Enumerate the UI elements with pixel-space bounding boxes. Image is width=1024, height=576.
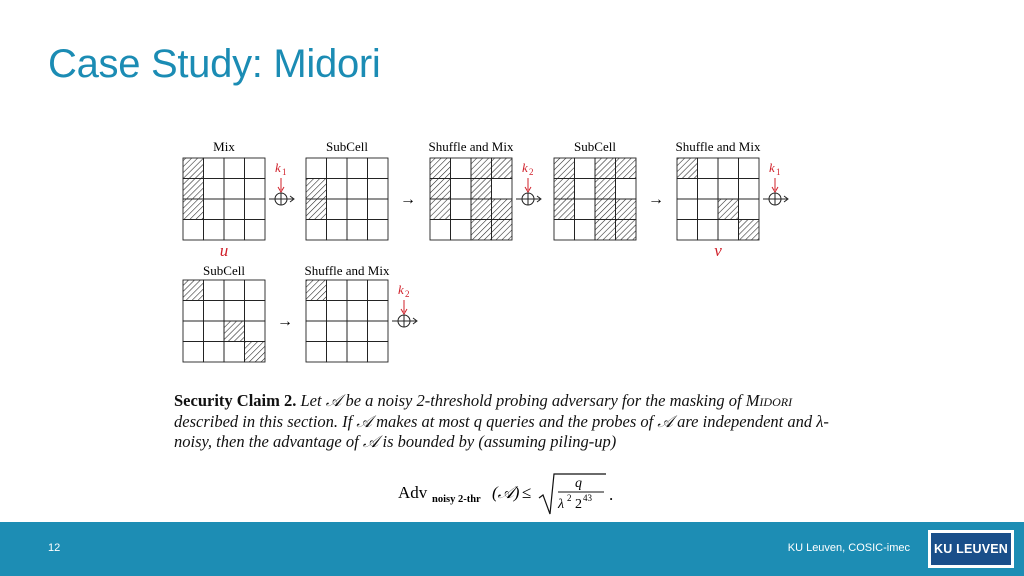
state-cell bbox=[451, 220, 472, 241]
hatched-cell bbox=[245, 342, 266, 363]
state-cell bbox=[224, 220, 245, 241]
claim-text-8: is bounded by (assuming piling-up) bbox=[382, 432, 617, 451]
hatched-cell bbox=[739, 220, 760, 241]
hatched-cell bbox=[306, 199, 327, 220]
state-cell bbox=[575, 220, 596, 241]
hatched-cell bbox=[616, 199, 637, 220]
ku-leuven-logo bbox=[928, 530, 1014, 568]
hatched-cell bbox=[183, 179, 204, 200]
state-cell bbox=[245, 220, 266, 241]
state-cell bbox=[368, 158, 389, 179]
formula-period: . bbox=[609, 485, 614, 504]
step-label: Shuffle and Mix bbox=[428, 139, 514, 154]
state-cell bbox=[183, 342, 204, 363]
state-cell bbox=[368, 220, 389, 241]
step-label: Shuffle and Mix bbox=[304, 263, 390, 278]
state-cell bbox=[224, 301, 245, 322]
state-cell bbox=[204, 301, 225, 322]
hatched-cell bbox=[183, 280, 204, 301]
key-subscript: 1 bbox=[282, 167, 287, 177]
state-cell bbox=[739, 199, 760, 220]
cipher-name: Midori bbox=[745, 391, 793, 410]
state-cell bbox=[245, 301, 266, 322]
state-cell bbox=[347, 199, 368, 220]
key-label: k bbox=[769, 160, 775, 175]
key-label: k bbox=[398, 282, 404, 297]
state-cell bbox=[204, 199, 225, 220]
state-cell bbox=[677, 199, 698, 220]
state-cell bbox=[698, 179, 719, 200]
state-cell bbox=[451, 179, 472, 200]
claim-heading: Security Claim 2. bbox=[174, 391, 297, 410]
adv-argument: (𝒜) bbox=[492, 483, 520, 502]
state-cell bbox=[677, 220, 698, 241]
state-marker: v bbox=[714, 241, 722, 260]
denominator-lambda: λ bbox=[558, 497, 565, 512]
denominator-exp1: 2 bbox=[567, 493, 572, 503]
state-cell bbox=[224, 280, 245, 301]
footer-bar bbox=[0, 522, 1024, 576]
hatched-cell bbox=[616, 158, 637, 179]
state-cell bbox=[183, 321, 204, 342]
claim-text-4: makes at most bbox=[376, 411, 470, 431]
hatched-cell bbox=[430, 158, 451, 179]
denominator-two: 2 bbox=[575, 497, 582, 512]
state-cell bbox=[306, 158, 327, 179]
hatched-cell bbox=[595, 158, 616, 179]
state-cell bbox=[327, 220, 348, 241]
hatched-cell bbox=[224, 321, 245, 342]
state-cell bbox=[451, 158, 472, 179]
state-cell bbox=[739, 158, 760, 179]
affiliation: KU Leuven, COSIC-imec bbox=[787, 542, 910, 554]
adversary-symbol: 𝒜 bbox=[362, 432, 379, 451]
step-label: SubCell bbox=[326, 139, 368, 154]
hatched-cell bbox=[471, 179, 492, 200]
sqrt-sign bbox=[539, 474, 606, 514]
hatched-cell bbox=[595, 179, 616, 200]
state-cell bbox=[204, 179, 225, 200]
state-cell bbox=[327, 199, 348, 220]
state-cell bbox=[368, 280, 389, 301]
state-cell bbox=[306, 321, 327, 342]
state-cell bbox=[204, 158, 225, 179]
state-cell bbox=[347, 158, 368, 179]
state-cell bbox=[368, 342, 389, 363]
logo-text: KU LEUVEN bbox=[931, 533, 1011, 565]
state-cell bbox=[306, 220, 327, 241]
claim-text-6: are independent and bbox=[677, 411, 813, 431]
state-cell bbox=[245, 321, 266, 342]
state-cell bbox=[327, 301, 348, 322]
hatched-cell bbox=[471, 220, 492, 241]
state-cell bbox=[430, 220, 451, 241]
formula-svg bbox=[398, 470, 628, 520]
leq-symbol: ≤ bbox=[522, 483, 532, 502]
state-cell bbox=[204, 280, 225, 301]
key-label: k bbox=[522, 160, 528, 175]
state-cell bbox=[368, 179, 389, 200]
state-cell bbox=[347, 301, 368, 322]
key-subscript: 1 bbox=[776, 167, 781, 177]
hatched-cell bbox=[554, 158, 575, 179]
hatched-cell bbox=[554, 179, 575, 200]
state-cell bbox=[368, 321, 389, 342]
state-cell bbox=[347, 179, 368, 200]
step-label: Mix bbox=[213, 139, 235, 154]
state-cell bbox=[327, 158, 348, 179]
hatched-cell bbox=[430, 179, 451, 200]
step-label: SubCell bbox=[203, 263, 245, 278]
state-cell bbox=[245, 179, 266, 200]
queries-symbol: q bbox=[473, 411, 482, 431]
state-cell bbox=[204, 321, 225, 342]
state-cell bbox=[327, 280, 348, 301]
state-marker: u bbox=[219, 241, 229, 260]
claim-text-3: described in this section. If bbox=[174, 411, 353, 431]
hatched-cell bbox=[492, 199, 513, 220]
state-cell bbox=[306, 301, 327, 322]
state-cell bbox=[368, 199, 389, 220]
key-subscript: 2 bbox=[405, 289, 410, 299]
state-cell bbox=[224, 179, 245, 200]
state-cell bbox=[575, 179, 596, 200]
state-cell bbox=[183, 220, 204, 241]
hatched-cell bbox=[183, 158, 204, 179]
hatched-cell bbox=[595, 220, 616, 241]
flow-arrow: → bbox=[400, 191, 416, 208]
step-label: SubCell bbox=[574, 139, 616, 154]
state-cell bbox=[245, 199, 266, 220]
state-cell bbox=[183, 301, 204, 322]
state-cell bbox=[347, 342, 368, 363]
state-cell bbox=[347, 220, 368, 241]
state-cell bbox=[718, 220, 739, 241]
state-cell bbox=[224, 199, 245, 220]
state-cell bbox=[347, 280, 368, 301]
hatched-cell bbox=[554, 199, 575, 220]
flow-arrow: → bbox=[277, 313, 293, 330]
adv-subscript: noisy 2-thr bbox=[432, 494, 481, 505]
security-claim bbox=[174, 391, 854, 453]
claim-text-5: queries and the probes of bbox=[486, 411, 654, 431]
hatched-cell bbox=[306, 179, 327, 200]
state-cell bbox=[698, 199, 719, 220]
claim-text-1: Let bbox=[300, 391, 322, 410]
advantage-formula bbox=[398, 470, 628, 518]
state-cell bbox=[224, 342, 245, 363]
state-cell bbox=[575, 199, 596, 220]
hatched-cell bbox=[616, 220, 637, 241]
step-label: Shuffle and Mix bbox=[675, 139, 761, 154]
state-cell bbox=[368, 301, 389, 322]
state-cell bbox=[224, 158, 245, 179]
hatched-cell bbox=[492, 158, 513, 179]
state-cell bbox=[698, 220, 719, 241]
lambda-symbol: λ bbox=[816, 411, 824, 431]
state-cell bbox=[245, 158, 266, 179]
hatched-cell bbox=[430, 199, 451, 220]
adversary-symbol: 𝒜 bbox=[356, 411, 372, 431]
page-number: 12 bbox=[48, 542, 61, 554]
state-cell bbox=[492, 179, 513, 200]
state-cell bbox=[718, 179, 739, 200]
flow-arrow: → bbox=[648, 191, 664, 208]
claim-text-7: -noisy, then the advantage of bbox=[174, 411, 829, 451]
key-subscript: 2 bbox=[529, 167, 534, 177]
state-cell bbox=[327, 342, 348, 363]
key-label: k bbox=[275, 160, 281, 175]
adversary-symbol: 𝒜 bbox=[325, 391, 342, 410]
adv-label: Adv bbox=[398, 483, 428, 502]
state-cell bbox=[451, 199, 472, 220]
state-cell bbox=[616, 179, 637, 200]
state-cell bbox=[327, 179, 348, 200]
state-diagram-svg bbox=[160, 130, 864, 380]
midori-diagram bbox=[160, 130, 864, 522]
claim-text-2: be a noisy 2-threshold probing adversary for the masking of bbox=[345, 391, 742, 410]
hatched-cell bbox=[471, 158, 492, 179]
adversary-symbol: 𝒜 bbox=[657, 411, 673, 431]
hatched-cell bbox=[471, 199, 492, 220]
denominator-exp2: 43 bbox=[583, 493, 592, 503]
hatched-cell bbox=[306, 280, 327, 301]
hatched-cell bbox=[677, 158, 698, 179]
state-cell bbox=[718, 158, 739, 179]
hatched-cell bbox=[492, 220, 513, 241]
state-cell bbox=[245, 280, 266, 301]
numerator: q bbox=[575, 476, 582, 491]
state-cell bbox=[739, 179, 760, 200]
state-cell bbox=[306, 342, 327, 363]
state-cell bbox=[204, 220, 225, 241]
hatched-cell bbox=[595, 199, 616, 220]
state-cell bbox=[575, 158, 596, 179]
hatched-cell bbox=[718, 199, 739, 220]
state-cell bbox=[677, 179, 698, 200]
hatched-cell bbox=[183, 199, 204, 220]
state-cell bbox=[204, 342, 225, 363]
state-cell bbox=[327, 321, 348, 342]
state-cell bbox=[554, 220, 575, 241]
state-cell bbox=[347, 321, 368, 342]
slide-title: Case Study: Midori bbox=[48, 42, 381, 86]
state-cell bbox=[698, 158, 719, 179]
